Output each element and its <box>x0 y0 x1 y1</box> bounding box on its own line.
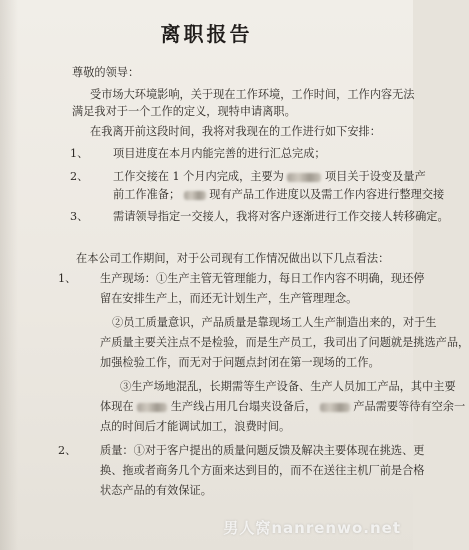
observation-2-line-3: 状态产品的有效保证。 <box>100 484 212 497</box>
observation-1-line-7c: 产品需要等待有空余一 <box>353 400 466 413</box>
redacted-line-name <box>137 403 167 412</box>
observation-1-line-7a: 体现在 <box>100 400 134 413</box>
document-title: 离职报告 <box>160 22 253 46</box>
arrangement-3-text: 需请领导指定一交接人，我将对客户逐渐进行工作交接人转移确定。 <box>113 210 449 223</box>
observation-1-line-1: 生产现场：①生产主管无管理能力，每日工作内容不明确，现还停 <box>100 272 425 285</box>
page-shadow <box>0 0 18 550</box>
observation-1-line-2: 留在安排生产上，而还无计划生产，生产管理理念。 <box>100 292 358 305</box>
intro-line-1: 受市场大环境影响，关于现在工作环境，工作时间，工作内容无法 <box>90 88 415 101</box>
arrangement-number-2: 2、 <box>70 170 89 183</box>
intro-line-3: 在我离开前这段时间，我将对我现在的工作进行如下安排： <box>90 125 381 138</box>
observation-1-line-7b: 生产线占用几台塌夹设备后， <box>170 400 317 413</box>
observation-2-line-2: 换、拖或者商务几个方面来达到目的，而不在送往主机厂前是合格 <box>100 464 425 477</box>
arrangement-number-1: 1、 <box>70 147 89 160</box>
arrangement-2-line-2a: 前工作准备； <box>113 188 181 201</box>
arrangement-number-3: 3、 <box>70 210 89 223</box>
redacted-project-name <box>287 173 321 182</box>
intro-line-2: 满足我对于一个工作的定义，现特申请离职。 <box>72 105 296 118</box>
arrangement-1-text: 项目进度在本月内能完善的进行汇总完成； <box>113 147 326 160</box>
observation-1-line-5: 加强检验工作，而无对于问题点封闭在第一现场的工作。 <box>100 356 380 369</box>
observation-2-line-1: 质量：①对于客户提出的质量问题反馈及解决主要体现在挑选、更 <box>100 444 425 457</box>
observations-intro: 在本公司工作期间，对于公司现有工作情况做出以下几点看法： <box>76 252 390 265</box>
site-watermark: 男人窝nanrenwo.net <box>223 519 401 537</box>
arrangement-2-line-2 <box>113 188 444 202</box>
observation-1-line-4: 产质量主要关注点不是检验，而是生产员工，我司出了问题就是挑选产品， <box>100 336 469 349</box>
observation-1-line-6: ③生产场地混乱，长期需等生产设备、生产人员加工产品，其中主要 <box>120 380 456 393</box>
greeting: 尊敬的领导： <box>72 66 140 79</box>
arrangement-2-line-1 <box>113 170 426 184</box>
arrangement-2-line-1b: 项目关于设变及量产 <box>324 170 426 183</box>
redacted-product-name <box>184 191 206 200</box>
observation-number-1: 1、 <box>58 272 77 285</box>
observation-1-line-8: 点的时间后才能调试加工，浪费时间。 <box>100 420 291 433</box>
arrangement-2-line-1a: 工作交接在 1 个月内完成，主要为 <box>113 170 284 183</box>
observation-1-line-3: ②员工质量意识，产品质量是靠现场工人生产制造出来的，对于生 <box>112 316 437 329</box>
arrangement-2-line-2b: 现有产品工作进度以及需工作内容进行整理交接 <box>209 188 445 201</box>
redacted-product-code <box>320 403 350 412</box>
observation-number-2: 2、 <box>58 444 77 457</box>
observation-1-line-7 <box>100 400 465 414</box>
